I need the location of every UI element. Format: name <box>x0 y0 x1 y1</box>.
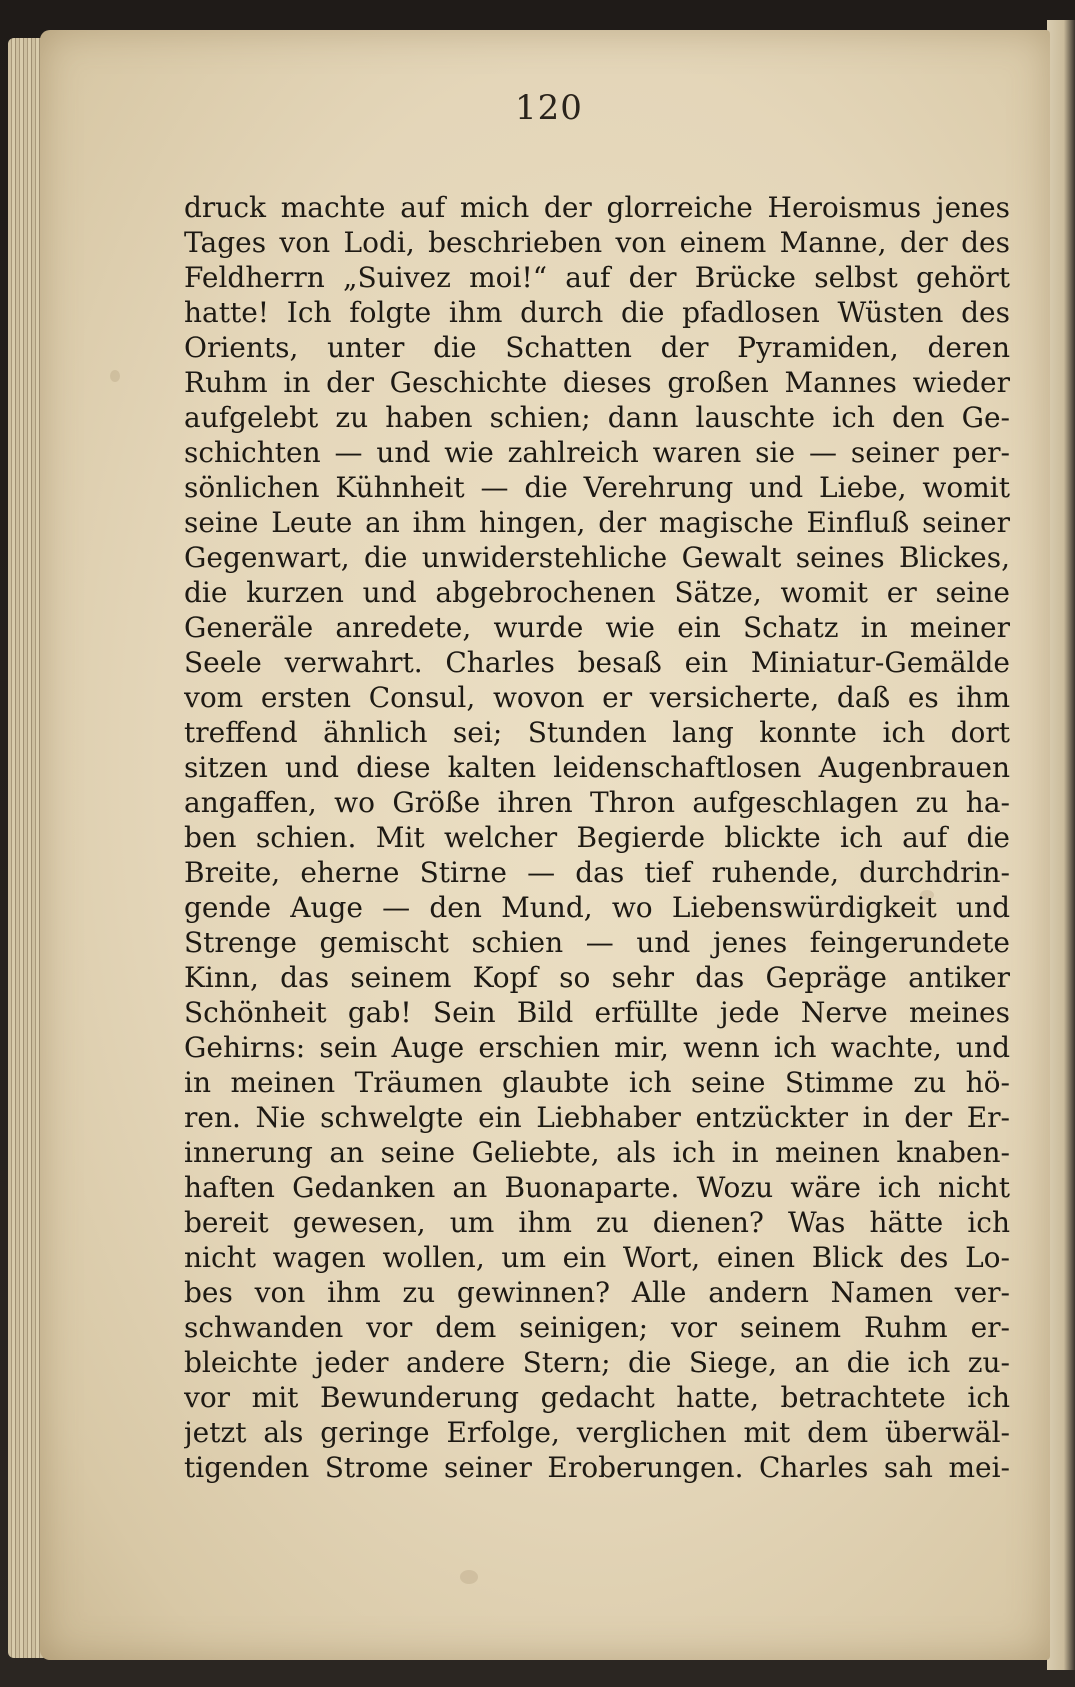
text-line: ben schien. Mit welcher Begierde blickte ich auf die <box>184 821 1010 854</box>
text-line: Feldherrn „Suivez moi!“ auf der Brücke selbst gehört <box>184 261 1010 294</box>
text-line: schwanden vor dem seinigen; vor seinem Ruhm er- <box>184 1311 1010 1344</box>
paper-stain <box>110 370 120 382</box>
text-line: Gegenwart, die unwiderstehliche Gewalt seines Blickes, <box>184 541 1010 574</box>
facing-page-edge <box>1047 20 1075 1670</box>
text-line: Schönheit gab! Sein Bild erfüllte jede Nerve meines <box>184 996 1010 1029</box>
text-line: in meinen Träumen glaubte ich seine Stimme zu hö- <box>184 1066 1010 1099</box>
page-number: 120 <box>515 88 583 128</box>
text-line: Kinn, das seinem Kopf so sehr das Gepräge antiker <box>184 961 1010 994</box>
text-line: nicht wagen wollen, um ein Wort, einen Blick des Lo- <box>184 1241 1010 1274</box>
body-text <box>184 190 1010 1485</box>
text-line: seine Leute an ihm hingen, der magische Einfluß seiner <box>184 506 1010 539</box>
text-line: Breite, eherne Stirne — das tief ruhende, durchdrin- <box>184 856 1010 889</box>
text-line: Tages von Lodi, beschrieben von einem Manne, der des <box>184 226 1010 259</box>
text-line: bes von ihm zu gewinnen? Alle andern Namen ver- <box>184 1276 1010 1309</box>
text-line: ren. Nie schwelgte ein Liebhaber entzückter in der Er- <box>184 1101 1010 1134</box>
text-line: Strenge gemischt schien — und jenes feingerundete <box>184 926 1010 959</box>
text-line: tigenden Strome seiner Eroberungen. Charles sah mei- <box>184 1451 1010 1484</box>
text-line: bereit gewesen, um ihm zu dienen? Was hätte ich <box>184 1206 1010 1239</box>
text-line: Gehirns: sein Auge erschien mir, wenn ich wachte, und <box>184 1031 1010 1064</box>
text-line: Orients, unter die Schatten der Pyramiden, deren <box>184 331 1010 364</box>
text-line: Ruhm in der Geschichte dieses großen Mannes wieder <box>184 366 1010 399</box>
text-line: druck machte auf mich der glorreiche Heroismus jenes <box>184 191 1010 224</box>
text-line: gende Auge — den Mund, wo Liebenswürdigkeit und <box>184 891 1010 924</box>
text-line: Generäle anredete, wurde wie ein Schatz in meiner <box>184 611 1010 644</box>
text-line: vom ersten Consul, wovon er versicherte, daß es ihm <box>184 681 1010 714</box>
text-line: angaffen, wo Größe ihren Thron aufgeschlagen zu ha- <box>184 786 1010 819</box>
text-line: hatte! Ich folgte ihm durch die pfadlosen Wüsten des <box>184 296 1010 329</box>
text-line: jetzt als geringe Erfolge, verglichen mit dem überwäl- <box>184 1416 1010 1449</box>
text-line: sönlichen Kühnheit — die Verehrung und Liebe, womit <box>184 471 1010 504</box>
paper-stain <box>460 1570 478 1584</box>
text-line: die kurzen und abgebrochenen Sätze, womit er seine <box>184 576 1010 609</box>
text-line: haften Gedanken an Buonaparte. Wozu wäre ich nicht <box>184 1171 1010 1204</box>
text-line: sitzen und diese kalten leidenschaftlosen Augenbrauen <box>184 751 1010 784</box>
text-line: Seele verwahrt. Charles besaß ein Miniatur-Gemälde <box>184 646 1010 679</box>
text-line: vor mit Bewunderung gedacht hatte, betrachtete ich <box>184 1381 1010 1414</box>
text-line: bleichte jeder andere Stern; die Siege, an die ich zu- <box>184 1346 1010 1379</box>
text-line: innerung an seine Geliebte, als ich in meinen knaben- <box>184 1136 1010 1169</box>
text-line: treffend ähnlich sei; Stunden lang konnte ich dort <box>184 716 1010 749</box>
text-line: aufgelebt zu haben schien; dann lauschte ich den Ge- <box>184 401 1010 434</box>
text-line: schichten — und wie zahlreich waren sie — seiner per- <box>184 436 1010 469</box>
